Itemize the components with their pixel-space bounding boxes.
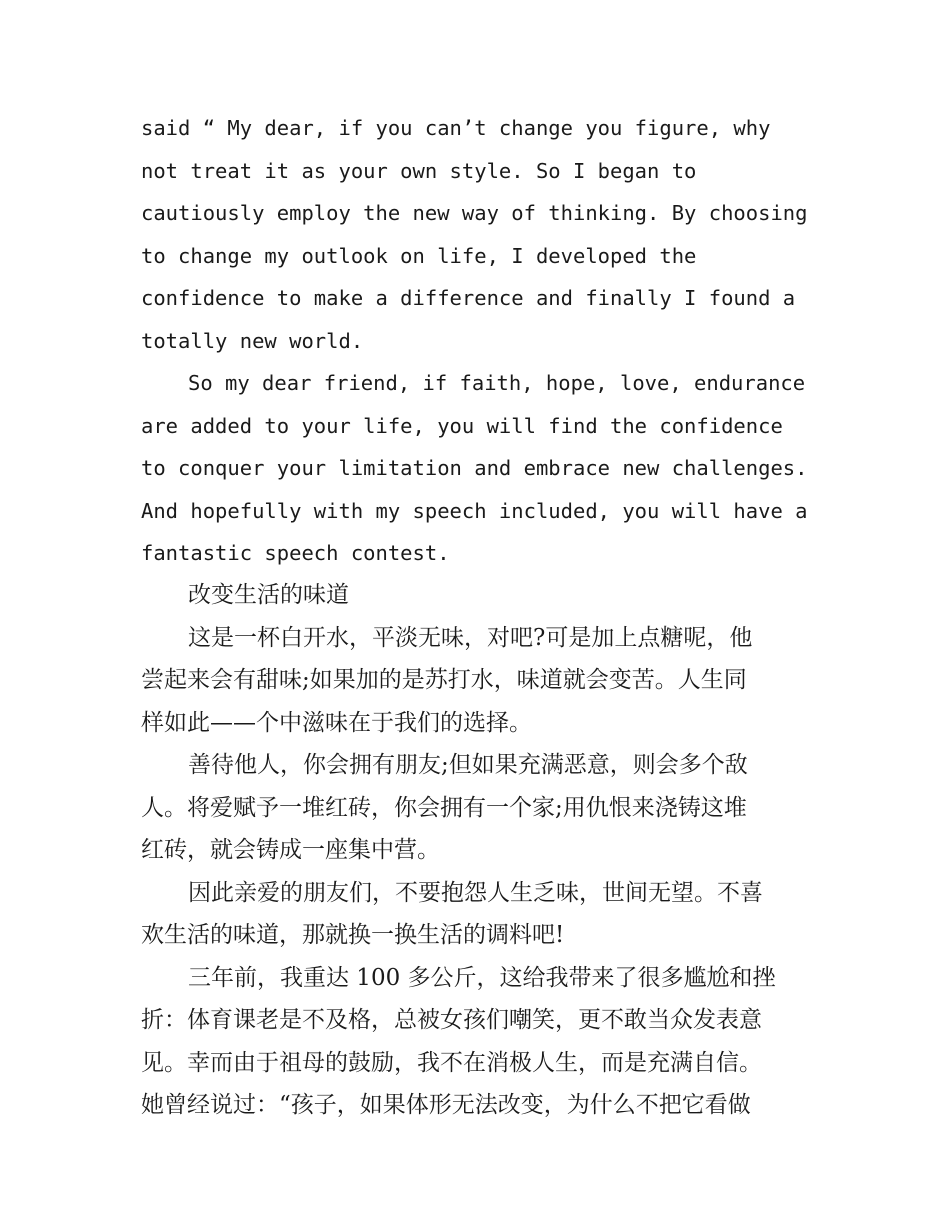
text-line: confidence to make a difference and finally I found a [141, 286, 796, 310]
text-line: are added to your life, you will find the confidence [141, 413, 783, 438]
text-line: 三年前，我重达 100 多公斤，这给我带来了很多尴尬和挫 [188, 964, 776, 991]
paragraph-english-2 [141, 362, 831, 575]
chinese-section [141, 574, 821, 1127]
text-line: 这是一杯白开水，平淡无味，对吧?可是加上点糖呢，他 [188, 624, 753, 651]
text-line: 善待他人，你会拥有朋友;但如果充满恶意，则会多个敌 [188, 752, 748, 778]
text-line: 她曾经说过：“孩子，如果体形无法改变，为什么不把它看做 [141, 1092, 751, 1118]
paragraph-english-1 [141, 107, 831, 362]
text-line: So my dear friend, if faith, hope, love, endurance [188, 371, 806, 395]
text-line: 人。将爱赋予一堆红砖，你会拥有一个家;用仇恨来浇铸这堆 [141, 794, 747, 821]
paragraph-chinese-3 [141, 872, 821, 957]
text-line: not treat it as your own style. So I began to [141, 158, 697, 183]
text-line: 折：体育课老是不及格，总被女孩们嘲笑，更不敢当众发表意 [141, 1007, 762, 1033]
text-line: said “ My dear, if you can’t change you figure, why [141, 116, 771, 140]
text-line: totally new world. [141, 328, 364, 353]
section-title: 改变生活的味道 [188, 582, 349, 608]
text-line: fantastic speech contest. [141, 541, 450, 565]
text-line: 因此亲爱的朋友们，不要抱怨人生乏味，世间无望。不喜 [188, 879, 763, 906]
paragraph-chinese-4 [141, 957, 821, 1127]
text-line: 红砖，就会铸成一座集中营。 [141, 837, 440, 863]
paragraph-chinese-1 [141, 617, 821, 745]
text-line: 样如此——个中滋味在于我们的选择。 [141, 709, 532, 736]
text-line: to conquer your limitation and embrace new challenges. [141, 456, 808, 480]
text-line: 见。幸而由于祖母的鼓励，我不在消极人生，而是充满自信。 [141, 1049, 762, 1076]
text-line: And hopefully with my speech included, you will have a [141, 498, 808, 523]
paragraph-chinese-2 [141, 744, 821, 872]
text-line: 欢生活的味道，那就换一换生活的调料吧! [141, 922, 565, 948]
text-line: cautiously employ the new way of thinking. By choosing [141, 201, 808, 225]
text-line: 尝起来会有甜味;如果加的是苏打水，味道就会变苦。人生同 [141, 667, 747, 693]
text-line: to change my outlook on life, I developed the [141, 243, 697, 268]
